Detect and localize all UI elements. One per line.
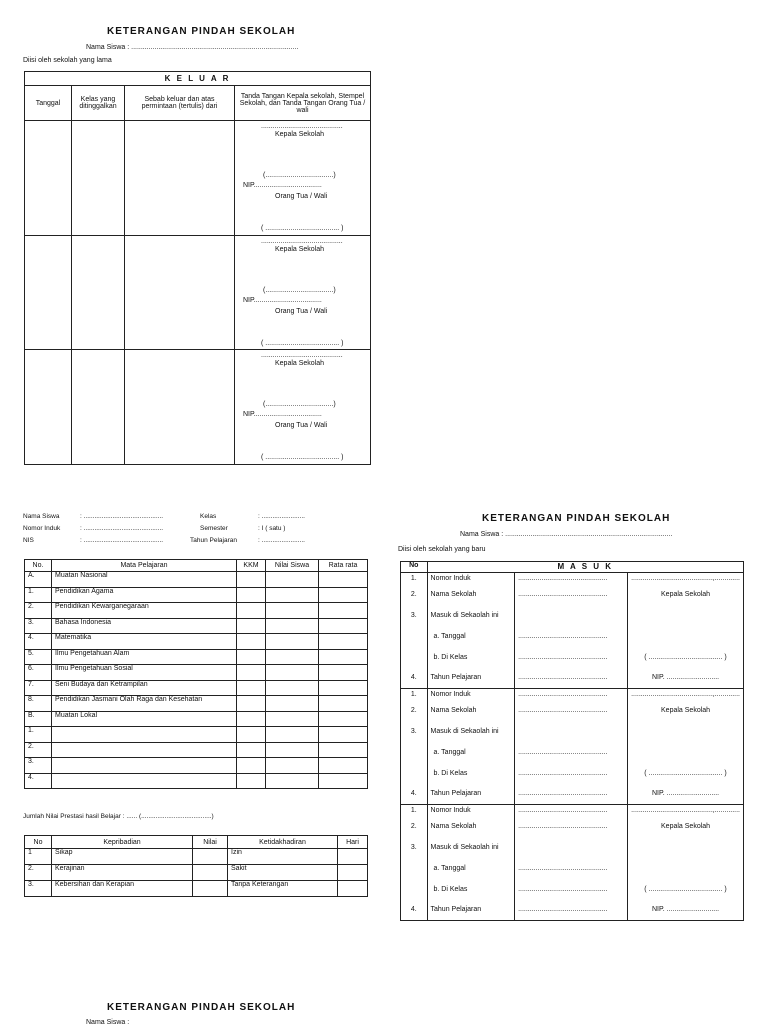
masuk-sign-cell [628, 837, 744, 858]
pers-no: 3. [25, 881, 52, 897]
masuk-sign-cell [628, 721, 744, 742]
masuk-value-dots: .............................................. [518, 864, 608, 872]
masuk-value-dots: .............................................. [518, 748, 608, 756]
masuk-label: Masuk di Sekaolah ini [427, 605, 515, 626]
masuk-label: Masuk di Sekaolah ini [427, 837, 515, 858]
pers-hari-cell[interactable] [338, 881, 368, 897]
masuk-sign-cell [628, 742, 744, 763]
masuk-value-dots: .............................................. [518, 906, 608, 914]
grade-row [25, 773, 368, 789]
keluar-table [24, 71, 371, 465]
pers-col-hari: Hari [338, 836, 368, 849]
signature-block: .......................................... Kepala Sekolah (...................................) NIP................................... Orang Tua / Wali ( ...................................... ) [235, 236, 371, 350]
doc2-nama-siswa: Nama Siswa : ...................................................................................... [460, 531, 673, 538]
personality-table [24, 835, 368, 897]
masuk-value-dots: .............................................. [518, 590, 608, 598]
grade-kkm-cell[interactable] [237, 603, 266, 619]
masuk-sign-cell [628, 584, 744, 605]
grade-nilai-cell[interactable] [266, 711, 319, 727]
grade-subject: Muatan Lokal [52, 711, 237, 727]
doc1-nama-siswa: Nama Siswa : ...................................................................................... [86, 44, 299, 51]
masuk-kepala: Kepala Sekolah [661, 822, 711, 830]
masuk-kepala: Kepala Sekolah [661, 590, 711, 598]
jumlah-nilai: Jumlah Nilai Prestasi hasil Belajar : ...... (.......................................) [23, 813, 214, 820]
masuk-label: Nomor Induk [427, 689, 515, 700]
grade-rata-cell[interactable] [319, 603, 368, 619]
doc2-title: KETERANGAN PINDAH SEKOLAH [482, 513, 671, 524]
masuk-value-cell[interactable] [515, 816, 628, 837]
value-nama-siswa: : ............................................ [80, 513, 164, 520]
masuk-label: Tahun Pelajaran [427, 668, 515, 689]
grade-row [25, 665, 368, 681]
grade-nilai-cell[interactable] [266, 758, 319, 774]
masuk-label: b. Di Kelas [427, 647, 515, 668]
keluar-row [25, 350, 371, 465]
masuk-label: a. Tanggal [427, 742, 515, 763]
masuk-sign-cell [628, 784, 744, 805]
masuk-row [401, 668, 744, 689]
masuk-label: Nomor Induk [427, 573, 515, 584]
masuk-sign-cell [628, 668, 744, 689]
masuk-value-dots: .............................................. [518, 806, 608, 814]
masuk-row [401, 605, 744, 626]
masuk-value-cell[interactable] [515, 626, 628, 647]
keluar-row [25, 236, 371, 350]
masuk-value-cell[interactable] [515, 858, 628, 879]
grade-row [25, 680, 368, 696]
grade-subject: Ilmu Pengetahuan Alam [52, 649, 237, 665]
grade-no: 7. [25, 680, 52, 696]
grade-no: 8. [25, 696, 52, 712]
masuk-num: 3. [401, 837, 428, 858]
masuk-value-dots: .............................................. [518, 690, 608, 698]
masuk-num: 3. [401, 721, 428, 742]
grade-no: B. [25, 711, 52, 727]
grade-no: 5. [25, 649, 52, 665]
grades-col-nilai: Nilai Siswa [266, 560, 319, 572]
masuk-sign-cell [628, 858, 744, 879]
grade-row [25, 742, 368, 758]
doc3-nama-siswa: Nama Siswa : [86, 1019, 130, 1026]
col-kelas: Kelas yang ditinggalkan [72, 86, 125, 121]
masuk-num [401, 742, 428, 763]
masuk-label: Nama Sekolah [427, 584, 515, 605]
grade-kkm-cell[interactable] [237, 572, 266, 588]
pers-aspect: Kerajinan [52, 865, 193, 881]
grade-row [25, 727, 368, 743]
masuk-value-cell[interactable] [515, 837, 628, 858]
grade-nilai-cell[interactable] [266, 587, 319, 603]
grade-no: A. [25, 572, 52, 588]
masuk-num: 4. [401, 784, 428, 805]
masuk-value-dots: .............................................. [518, 574, 608, 582]
pers-no: 1 [25, 849, 52, 865]
masuk-value-cell[interactable] [515, 742, 628, 763]
masuk-row [401, 805, 744, 816]
masuk-value-cell[interactable] [515, 900, 628, 921]
col-tanda-tangan: Tanda Tangan Kepala sekolah, Stempel Sekolah, dan Tanda Tangan Orang Tua / wali [235, 86, 371, 121]
grade-no: 3. [25, 758, 52, 774]
label-nis: NIS [23, 537, 34, 544]
masuk-row [401, 700, 744, 721]
grade-no: 2. [25, 742, 52, 758]
grade-kkm-cell[interactable] [237, 618, 266, 634]
grade-no: 3. [25, 618, 52, 634]
masuk-row [401, 816, 744, 837]
masuk-label: Tahun Pelajaran [427, 900, 515, 921]
masuk-paren: ( ...................................... ) [644, 885, 727, 893]
grade-rata-cell[interactable] [319, 572, 368, 588]
grade-nilai-cell[interactable] [266, 773, 319, 789]
pers-col-kepribadian: Kepribadian [52, 836, 193, 849]
grade-subject: Pendidikan Jasmani Olah Raga dan Kesehatan [52, 696, 237, 712]
grade-no: 6. [25, 665, 52, 681]
grade-nilai-cell[interactable] [266, 634, 319, 650]
grade-nilai-cell[interactable] [266, 572, 319, 588]
pers-aspect: Kebersihan dan Kerapian [52, 881, 193, 897]
masuk-num: 2. [401, 816, 428, 837]
col-sebab: Sebab keluar dan atas permintaan (tertulis) dari [125, 86, 235, 121]
keluar-header: K E L U A R [25, 72, 371, 86]
grade-nilai-cell[interactable] [266, 696, 319, 712]
masuk-num: 2. [401, 584, 428, 605]
grades-col-rata: Rata rata [319, 560, 368, 572]
masuk-num [401, 879, 428, 900]
grade-nilai-cell[interactable] [266, 665, 319, 681]
value-kelas: : ........................ [258, 513, 305, 520]
pers-nilai-cell[interactable] [193, 881, 228, 897]
personality-row [25, 849, 368, 865]
grade-no: 2. [25, 603, 52, 619]
masuk-value-cell[interactable] [515, 721, 628, 742]
masuk-row [401, 573, 744, 584]
grade-row [25, 649, 368, 665]
masuk-value-dots: .............................................. [518, 769, 608, 777]
grade-rata-cell[interactable] [319, 618, 368, 634]
grade-row [25, 696, 368, 712]
grade-nilai-cell[interactable] [266, 742, 319, 758]
masuk-kepala: Kepala Sekolah [661, 706, 711, 714]
masuk-row [401, 900, 744, 921]
masuk-value-cell[interactable] [515, 668, 628, 689]
masuk-num: 2. [401, 700, 428, 721]
masuk-value-dots: .............................................. [518, 706, 608, 714]
grade-row [25, 618, 368, 634]
masuk-value-cell[interactable] [515, 805, 628, 816]
doc3-title: KETERANGAN PINDAH SEKOLAH [107, 1002, 296, 1013]
masuk-value-dots: .............................................. [518, 790, 608, 798]
masuk-value-cell[interactable] [515, 605, 628, 626]
masuk-date-dots: ..........................................,............. [631, 690, 740, 698]
grade-subject [52, 727, 237, 743]
label-tahun-pelajaran: Tahun Pelajaran [190, 537, 237, 544]
pers-nilai-cell[interactable] [193, 865, 228, 881]
masuk-value-dots: .............................................. [518, 632, 608, 640]
masuk-row [401, 647, 744, 668]
pers-absence-type: Izin [228, 849, 338, 865]
grade-kkm-cell[interactable] [237, 649, 266, 665]
masuk-sign-cell [628, 605, 744, 626]
masuk-sign-cell [628, 647, 744, 668]
grade-rata-cell[interactable] [319, 634, 368, 650]
masuk-nip: NIP. ........................... [651, 674, 720, 682]
signature-block: .......................................... Kepala Sekolah (...................................) NIP................................... Orang Tua / Wali ( ...................................... ) [235, 121, 371, 236]
grade-subject: Ilmu Pengetahuan Sosial [52, 665, 237, 681]
grade-row [25, 603, 368, 619]
grade-subject: Pendidikan Agama [52, 587, 237, 603]
masuk-label: a. Tanggal [427, 626, 515, 647]
masuk-num: 3. [401, 605, 428, 626]
masuk-value-dots: .............................................. [518, 885, 608, 893]
grade-no: 4. [25, 773, 52, 789]
doc1-note: Diisi oleh sekolah yang lama [23, 57, 112, 64]
grades-col-mapel: Mata Pelajaran [52, 560, 237, 572]
masuk-row [401, 689, 744, 700]
grade-nilai-cell[interactable] [266, 649, 319, 665]
grade-row [25, 758, 368, 774]
doc1-title: KETERANGAN PINDAH SEKOLAH [107, 26, 296, 37]
masuk-label: Nama Sekolah [427, 700, 515, 721]
masuk-label: Nama Sekolah [427, 816, 515, 837]
pers-aspect: Sikap [52, 849, 193, 865]
masuk-value-dots: .............................................. [518, 674, 608, 682]
masuk-num [401, 763, 428, 784]
masuk-row [401, 742, 744, 763]
masuk-sign-cell [628, 879, 744, 900]
grade-kkm-cell[interactable] [237, 665, 266, 681]
masuk-sign-cell [628, 763, 744, 784]
grades-table [24, 559, 368, 789]
value-semester: : I ( satu ) [258, 525, 286, 532]
doc2-note: Diisi oleh sekolah yang baru [398, 546, 486, 553]
grade-subject [52, 758, 237, 774]
grade-kkm-cell[interactable] [237, 727, 266, 743]
grade-row [25, 587, 368, 603]
masuk-sign-cell [628, 689, 744, 700]
grade-kkm-cell[interactable] [237, 742, 266, 758]
grade-nilai-cell[interactable] [266, 618, 319, 634]
grade-no: 4. [25, 634, 52, 650]
masuk-label: a. Tanggal [427, 858, 515, 879]
masuk-sign-cell [628, 900, 744, 921]
grade-nilai-cell[interactable] [266, 603, 319, 619]
label-nomor-induk: Nomor Induk [23, 525, 61, 532]
value-nis: : ............................................ [80, 537, 164, 544]
grade-kkm-cell[interactable] [237, 680, 266, 696]
grade-rata-cell[interactable] [319, 758, 368, 774]
masuk-num [401, 626, 428, 647]
label-semester: Semester [200, 525, 228, 532]
grade-nilai-cell[interactable] [266, 680, 319, 696]
grade-subject: Bahasa Indonesia [52, 618, 237, 634]
grade-rata-cell[interactable] [319, 742, 368, 758]
masuk-nip: NIP. ........................... [651, 790, 720, 798]
masuk-num: 4. [401, 900, 428, 921]
masuk-value-dots: .............................................. [518, 653, 608, 661]
grade-rata-cell[interactable] [319, 727, 368, 743]
pers-absence-type: Tanpa Keterangan [228, 881, 338, 897]
grade-subject: Muatan Nasional [52, 572, 237, 588]
masuk-sign-cell [628, 700, 744, 721]
grade-kkm-cell[interactable] [237, 696, 266, 712]
grade-subject: Matematika [52, 634, 237, 650]
grade-subject: Seni Budaya dan Ketrampilan [52, 680, 237, 696]
personality-row [25, 881, 368, 897]
masuk-sign-cell [628, 816, 744, 837]
grade-kkm-cell[interactable] [237, 711, 266, 727]
masuk-num: 1. [401, 689, 428, 700]
value-tahun-pelajaran: : ........................ [258, 537, 305, 544]
grade-row [25, 711, 368, 727]
masuk-header: M A S U K [427, 562, 743, 573]
masuk-value-cell[interactable] [515, 647, 628, 668]
pers-nilai-cell[interactable] [193, 849, 228, 865]
grade-rata-cell[interactable] [319, 696, 368, 712]
grade-subject [52, 773, 237, 789]
col-tanggal: Tanggal [25, 86, 72, 121]
masuk-row [401, 879, 744, 900]
grade-row [25, 572, 368, 588]
grade-kkm-cell[interactable] [237, 773, 266, 789]
grade-rata-cell[interactable] [319, 587, 368, 603]
masuk-row [401, 721, 744, 742]
value-nomor-induk: : ............................................ [80, 525, 164, 532]
grade-subject: Pendidikan Kewarganegaraan [52, 603, 237, 619]
masuk-value-cell[interactable] [515, 700, 628, 721]
pers-col-no: No [25, 836, 52, 849]
pers-no: 2. [25, 865, 52, 881]
masuk-row [401, 626, 744, 647]
grade-subject [52, 742, 237, 758]
pers-hari-cell[interactable] [338, 849, 368, 865]
masuk-num: 1. [401, 805, 428, 816]
grade-row [25, 634, 368, 650]
masuk-value-dots: .............................................. [518, 822, 608, 830]
masuk-value-cell[interactable] [515, 573, 628, 584]
masuk-num [401, 647, 428, 668]
personality-row [25, 865, 368, 881]
grade-kkm-cell[interactable] [237, 587, 266, 603]
grade-rata-cell[interactable] [319, 680, 368, 696]
masuk-paren: ( ...................................... ) [644, 653, 727, 661]
label-kelas: Kelas [200, 513, 217, 520]
masuk-row [401, 784, 744, 805]
grade-kkm-cell[interactable] [237, 758, 266, 774]
masuk-date-dots: ..........................................,............. [631, 806, 740, 814]
grade-rata-cell[interactable] [319, 649, 368, 665]
keluar-row [25, 121, 371, 236]
masuk-row [401, 858, 744, 879]
masuk-label: b. Di Kelas [427, 879, 515, 900]
masuk-label: Tahun Pelajaran [427, 784, 515, 805]
grade-rata-cell[interactable] [319, 665, 368, 681]
masuk-sign-cell [628, 626, 744, 647]
masuk-num: 1. [401, 573, 428, 584]
grades-col-kkm: KKM [237, 560, 266, 572]
masuk-row [401, 837, 744, 858]
grade-kkm-cell[interactable] [237, 634, 266, 650]
masuk-paren: ( ...................................... ) [644, 769, 727, 777]
masuk-label: Masuk di Sekaolah ini [427, 721, 515, 742]
label-nama-siswa: Nama Siswa [23, 513, 60, 520]
pers-col-ketidakhadiran: Ketidakhadiran [228, 836, 338, 849]
masuk-sign-cell [628, 805, 744, 816]
masuk-col-no: No [401, 562, 428, 573]
grades-col-no: No. [25, 560, 52, 572]
masuk-table [400, 561, 744, 921]
masuk-value-cell[interactable] [515, 689, 628, 700]
masuk-nip: NIP. ........................... [651, 906, 720, 914]
masuk-label: Nomor Induk [427, 805, 515, 816]
masuk-date-dots: ..........................................,............. [631, 574, 740, 582]
masuk-label: b. Di Kelas [427, 763, 515, 784]
masuk-row [401, 584, 744, 605]
masuk-sign-cell [628, 573, 744, 584]
masuk-row [401, 763, 744, 784]
masuk-num [401, 858, 428, 879]
pers-hari-cell[interactable] [338, 865, 368, 881]
grade-rata-cell[interactable] [319, 773, 368, 789]
grade-no: 1. [25, 587, 52, 603]
signature-block: .......................................... Kepala Sekolah (...................................) NIP................................... Orang Tua / Wali ( ...................................... ) [235, 350, 371, 465]
masuk-num: 4. [401, 668, 428, 689]
masuk-value-cell[interactable] [515, 584, 628, 605]
grade-rata-cell[interactable] [319, 711, 368, 727]
masuk-value-cell[interactable] [515, 763, 628, 784]
pers-col-nilai: Nilai [193, 836, 228, 849]
grade-nilai-cell[interactable] [266, 727, 319, 743]
masuk-value-cell[interactable] [515, 784, 628, 805]
masuk-value-cell[interactable] [515, 879, 628, 900]
pers-absence-type: Sakit [228, 865, 338, 881]
grade-no: 1. [25, 727, 52, 743]
